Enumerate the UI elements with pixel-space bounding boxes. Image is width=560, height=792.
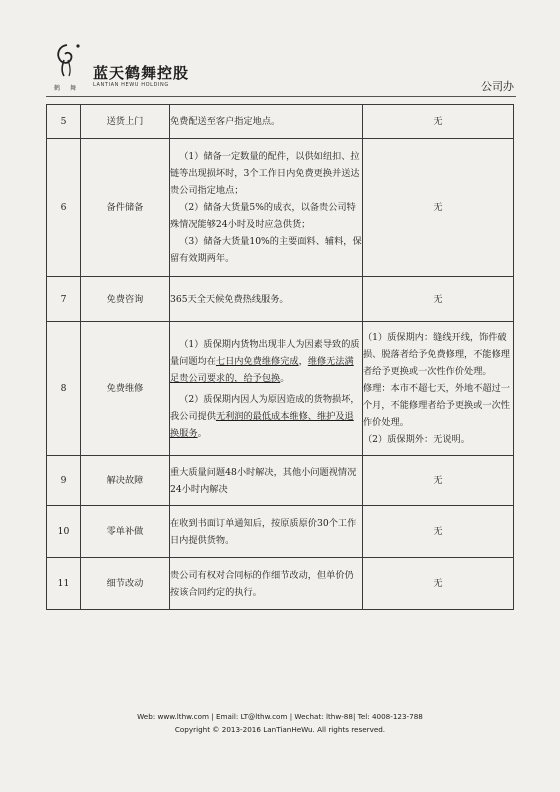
brand-name-en: LANTIAN HEWU HOLDING xyxy=(93,82,169,88)
footer-copyright: Copyright © 2013-2016 LanTianHeWu. All rights reserved. xyxy=(174,725,386,734)
brand-name: 蓝天鹤舞控股 xyxy=(93,64,190,82)
item-content: 贵公司有权对合同标的作细节改动，但单价仍按该合同约定的执行。 xyxy=(170,558,363,610)
table-row xyxy=(47,105,514,139)
item-remark: 无 xyxy=(363,105,514,139)
item-remark: 无 xyxy=(363,139,514,277)
item-name: 解决故障 xyxy=(81,456,170,506)
item-name: 备件储备 xyxy=(81,139,170,277)
item-name: 免费维修 xyxy=(81,322,170,456)
header-divider xyxy=(46,96,516,97)
table-row xyxy=(47,506,514,558)
table-row xyxy=(47,277,514,322)
item-remark: （1）质保期内：缝线开线，饰件破损、脱落者给予免费修理，不能修理者给予更换或一次性作价处理。 修理：本市不超七天，外地不超过一个月，不能修理者给予更换或一次性作价处理。 （2）质保期外：无说明。 xyxy=(363,322,514,456)
service-table xyxy=(46,104,514,610)
row-number: 11 xyxy=(47,558,81,610)
crane-logo-icon xyxy=(52,42,82,78)
table-row xyxy=(47,322,514,456)
item-remark: 无 xyxy=(363,506,514,558)
item-name: 零单补做 xyxy=(81,506,170,558)
row-number: 5 xyxy=(47,105,81,139)
logo-subtitle: 鹤舞 xyxy=(54,85,87,92)
table-row xyxy=(47,558,514,610)
row-number: 10 xyxy=(47,506,81,558)
footer-contact: Web: www.lthw.com | Email: LT@lthw.com | Wechat: lthw-88| Tel: 4008-123-788 xyxy=(137,712,423,721)
item-content: （1）储备一定数量的配件，以供如纽扣、拉链等出现损坏时，3个工作日内免费更换并送达贵公司指定地点； （2）储备大货量5%的成衣，以备贵公司特殊情况能够24小时及时应急供货； （3）储备大货量10%的主要面料、辅料，保留有效期两年。 xyxy=(170,139,363,277)
item-content: 免费配送至客户指定地点。 xyxy=(170,105,363,139)
item-content: 重大质量问题48小时解决，其他小问题视情况24小时内解决 xyxy=(170,456,363,506)
item-remark: 无 xyxy=(363,558,514,610)
item-content: （1）质保期内货物出现非人为因素导致的质量问题均在七日内免费维修完成，维修无法满足贵公司要求的，给予包换。 （2）质保期内因人为原因造成的货物损坏，我公司提供无利润的最低成本维修、维护及退换服务。 xyxy=(170,322,363,456)
row-number: 9 xyxy=(47,456,81,506)
row-number: 7 xyxy=(47,277,81,322)
item-content: 在收到书面订单通知后，按原质原价30个工作日内提供货物。 xyxy=(170,506,363,558)
item-content: 365天全天候免费热线服务。 xyxy=(170,277,363,322)
row-number: 8 xyxy=(47,322,81,456)
item-name: 细节改动 xyxy=(81,558,170,610)
item-remark: 无 xyxy=(363,456,514,506)
table-row xyxy=(47,139,514,277)
department-label: 公司办 xyxy=(481,80,514,93)
item-remark: 无 xyxy=(363,277,514,322)
item-name: 免费咨询 xyxy=(81,277,170,322)
row-number: 6 xyxy=(47,139,81,277)
table-row xyxy=(47,456,514,506)
item-name: 送货上门 xyxy=(81,105,170,139)
